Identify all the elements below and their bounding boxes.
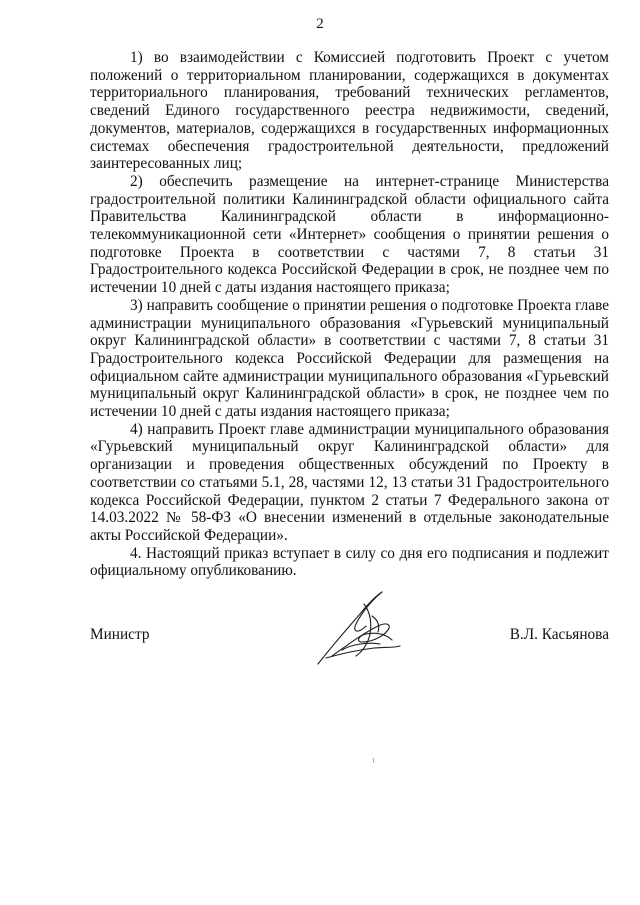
scan-artifact-mark: [372, 758, 375, 763]
document-body: [90, 49, 609, 580]
paragraph-item-4: 4) направить Проект главе администрации муниципального образования «Гурьевский муниципальный округ Калининградской области» для организации и проведения общественных обсуждений по Проекту в соответствии со статьями 5.1, 28, частями 12, 13 статьи 31 Градостроительного кодекса Российской Федерации, пунктом 2 статьи 7 Федерального закона от 14.03.2022 № 58-ФЗ «О внесении изменений в отдельные законодательные акты Российской Федерации».: [90, 420, 609, 544]
paragraph-item-2: 2) обеспечить размещение на интернет-странице Министерства градостроительной политики Калининградской области официального сайта Правительства Калининградской области в информационно-телекоммуникационной сети «Интернет» сообщения о принятии решения о подготовке Проекта в соответствии с частями 7, 8 статьи 31 Градостроительного кодекса Российской Федерации в срок, не позднее чем по истечении 10 дней с даты издания настоящего приказа;: [90, 172, 609, 297]
signatory-name: В.Л. Касьянова: [509, 626, 609, 643]
paragraph-item-1: 1) во взаимодействии с Комиссией подготовить Проект с учетом положений о территориальном планировании, содержащихся в документах территориального планирования, требований технических регламентов, сведений Единого государственного реестра недвижимости, сведений, документов, материалов, содержащихся в государственных информационных системах обеспечения градостроительной деятельности, предложений заинтересованных лиц;: [90, 49, 609, 173]
handwritten-signature-icon: [312, 586, 404, 672]
signature-block: [90, 622, 609, 662]
page-number: 2: [316, 16, 324, 32]
signatory-title: Министр: [90, 626, 150, 643]
paragraph-effective-date: 4. Настоящий приказ вступает в силу со дня его подписания и подлежит официальному опубликованию.: [90, 544, 609, 580]
paragraph-item-3: 3) направить сообщение о принятии решения о подготовке Проекта главе администрации муниципального образования «Гурьевский муниципальный округ Калининградской области» в соответствии с частями 7, 8 статьи 31 Градостроительного кодекса Российской Федерации для размещения на официальном сайте администрации муниципального образования «Гурьевский муниципальный округ Калининградской области» в срок, не позднее чем по истечении 10 дней с даты издания настоящего приказа;: [90, 296, 610, 421]
